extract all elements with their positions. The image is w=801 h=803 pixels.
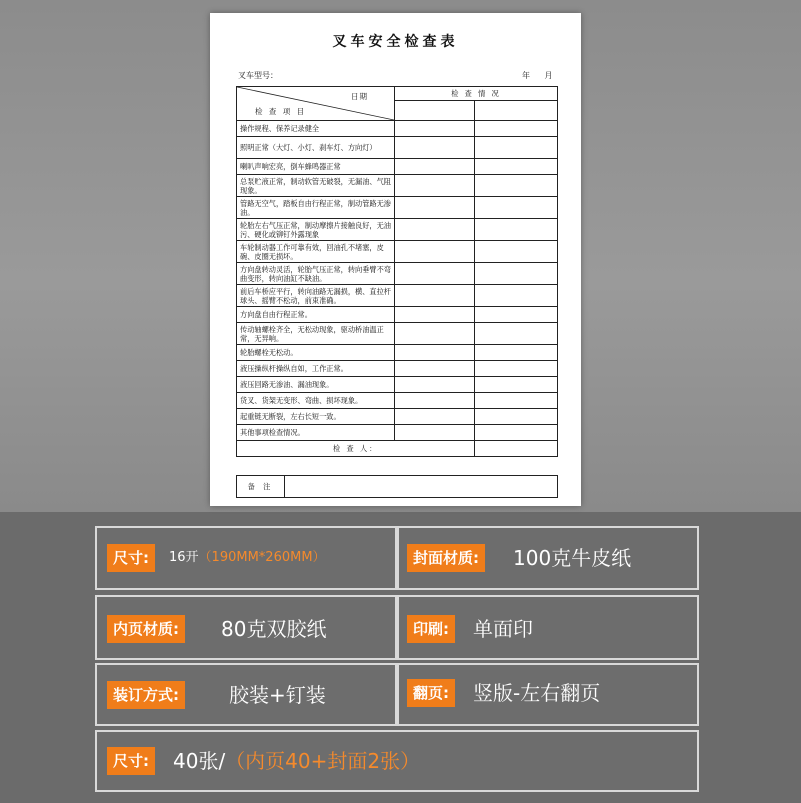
print-badge: 印刷: xyxy=(407,615,455,643)
form-title: 叉车安全检查表 xyxy=(332,34,459,50)
remark-row xyxy=(237,476,558,498)
table-row xyxy=(237,175,558,197)
inner-value: 80克双胶纸 xyxy=(221,617,327,641)
check-cell[interactable] xyxy=(475,307,558,323)
count-badge: 尺寸: xyxy=(107,747,155,775)
table-row xyxy=(237,393,558,409)
check-cell[interactable] xyxy=(475,159,558,175)
table-row xyxy=(237,263,558,285)
check-cell[interactable] xyxy=(475,241,558,263)
inspection-item: 喇叭声响宏亮，倒车蜂鸣器正常 xyxy=(237,159,395,175)
check-cell[interactable] xyxy=(395,121,475,137)
inspection-item: 总泵贮液正常，制动软管无破裂，无漏油、气阻现象。 xyxy=(237,175,395,197)
inspection-item: 方向盘自由行程正常。 xyxy=(237,307,395,323)
check-cell[interactable] xyxy=(395,307,475,323)
check-cell[interactable] xyxy=(395,241,475,263)
spec-flip-box xyxy=(397,663,699,726)
table-row xyxy=(237,219,558,241)
table-row xyxy=(237,409,558,425)
check-cell[interactable] xyxy=(475,101,558,121)
spec-size-box xyxy=(95,526,397,590)
remark-field[interactable] xyxy=(285,476,558,498)
inspector-signature-cell[interactable] xyxy=(475,441,558,457)
table-row xyxy=(237,159,558,175)
inspection-item: 照明正常（大灯、小灯、刹车灯、方向灯） xyxy=(237,137,395,159)
check-cell[interactable] xyxy=(395,323,475,345)
print-value: 单面印 xyxy=(473,617,533,641)
check-cell[interactable] xyxy=(395,197,475,219)
header-date-label: 日期 xyxy=(351,92,368,101)
spec-print-box xyxy=(397,595,699,660)
check-cell[interactable] xyxy=(475,361,558,377)
header-item-label: 检 查 项 目 xyxy=(255,107,307,116)
spec-inner-box xyxy=(95,595,397,660)
inspection-form-sheet xyxy=(210,13,581,506)
check-cell[interactable] xyxy=(475,197,558,219)
forklift-model-label: 叉车型号： xyxy=(238,71,278,80)
inspector-row xyxy=(237,441,558,457)
table-row xyxy=(237,285,558,307)
check-cell[interactable] xyxy=(475,323,558,345)
table-row xyxy=(237,307,558,323)
table-row xyxy=(237,377,558,393)
inspection-item: 液压回路无渗油、漏油现象。 xyxy=(237,377,395,393)
size-value xyxy=(169,544,326,572)
check-cell[interactable] xyxy=(395,263,475,285)
inspection-item: 液压操纵杆操纵自如，工作正常。 xyxy=(237,361,395,377)
check-cell[interactable] xyxy=(395,101,475,121)
table-row xyxy=(237,241,558,263)
table-header-row xyxy=(237,87,558,101)
check-cell[interactable] xyxy=(395,159,475,175)
count-value xyxy=(173,747,420,775)
item-rows xyxy=(237,121,558,441)
check-cell[interactable] xyxy=(475,137,558,159)
year-month-label: 年 月 xyxy=(522,71,553,80)
inspection-item: 轮胎左右气压正常，制动摩擦片接触良好，无油污、硬化或铆钉外露现象 xyxy=(237,219,395,241)
count-value-detail: （内页40+封面2张） xyxy=(225,749,421,773)
spec-cover-box xyxy=(397,526,699,590)
binding-badge: 装订方式: xyxy=(107,681,185,709)
inspection-item: 车轮制动器工作可靠有效，回油孔不堵塞，皮碗、皮圈无损坏。 xyxy=(237,241,395,263)
header-check-label: 检 查 情 况 xyxy=(395,87,558,101)
inspection-item: 传动轴螺栓齐全，无松动现象，驱动桥油温正常，无异响。 xyxy=(237,323,395,345)
check-cell[interactable] xyxy=(475,377,558,393)
check-cell[interactable] xyxy=(475,345,558,361)
inspection-item: 轮胎螺栓无松动。 xyxy=(237,345,395,361)
inspection-item: 操作规程、保养记录健全 xyxy=(237,121,395,137)
check-cell[interactable] xyxy=(395,361,475,377)
table-row xyxy=(237,121,558,137)
table-row xyxy=(237,361,558,377)
check-cell[interactable] xyxy=(475,121,558,137)
size-badge: 尺寸: xyxy=(107,544,155,572)
check-cell[interactable] xyxy=(475,285,558,307)
inspection-item: 起重链无断裂，左右长短一致。 xyxy=(237,409,395,425)
check-cell[interactable] xyxy=(395,409,475,425)
table-row xyxy=(237,197,558,219)
inspection-item: 其他事项检查情况。 xyxy=(237,425,395,441)
flip-value: 竖版-左右翻页 xyxy=(473,681,601,705)
check-cell[interactable] xyxy=(395,345,475,361)
check-cell[interactable] xyxy=(395,425,475,441)
spec-binding-box xyxy=(95,663,397,726)
inner-badge: 内页材质: xyxy=(107,615,185,643)
check-cell[interactable] xyxy=(475,219,558,241)
inspection-item: 方向盘转动灵活，轮胎气压正常，转向垂臂不弯曲变形，转向油缸不缺油。 xyxy=(237,263,395,285)
check-cell[interactable] xyxy=(395,219,475,241)
check-cell[interactable] xyxy=(475,425,558,441)
table-row xyxy=(237,425,558,441)
table-row xyxy=(237,323,558,345)
remark-label: 备 注 xyxy=(237,476,285,498)
table-row xyxy=(237,137,558,159)
check-cell[interactable] xyxy=(475,409,558,425)
binding-value: 胶装+钉装 xyxy=(229,683,326,707)
inspector-label: 检 查 人： xyxy=(237,441,475,457)
check-cell[interactable] xyxy=(475,393,558,409)
check-cell[interactable] xyxy=(395,285,475,307)
check-cell[interactable] xyxy=(475,175,558,197)
inspection-table xyxy=(236,86,558,457)
count-value-main: 40张/ xyxy=(173,749,226,773)
size-value-detail: （190MM*260MM） xyxy=(198,550,326,565)
table-row xyxy=(237,345,558,361)
inspection-item: 管路无空气，踏板自由行程正常，制动管路无渗油。 xyxy=(237,197,395,219)
check-cell[interactable] xyxy=(395,137,475,159)
diagonal-header-cell xyxy=(237,87,395,121)
flip-badge: 翻页: xyxy=(407,679,455,707)
check-cell[interactable] xyxy=(395,377,475,393)
check-cell[interactable] xyxy=(475,263,558,285)
check-cell[interactable] xyxy=(395,393,475,409)
inspection-item: 前后车桥应平行，转向油路无漏损，横、直拉杆球头、摇臂不松动，前束准确。 xyxy=(237,285,395,307)
cover-value: 100克牛皮纸 xyxy=(513,546,632,570)
remark-table xyxy=(236,475,558,498)
inspection-item: 货叉、货架无变形、弯曲、损坏现象。 xyxy=(237,393,395,409)
cover-badge: 封面材质: xyxy=(407,544,485,572)
check-cell[interactable] xyxy=(395,175,475,197)
size-value-main: 16开 xyxy=(169,550,199,565)
spec-count-box xyxy=(95,730,699,792)
